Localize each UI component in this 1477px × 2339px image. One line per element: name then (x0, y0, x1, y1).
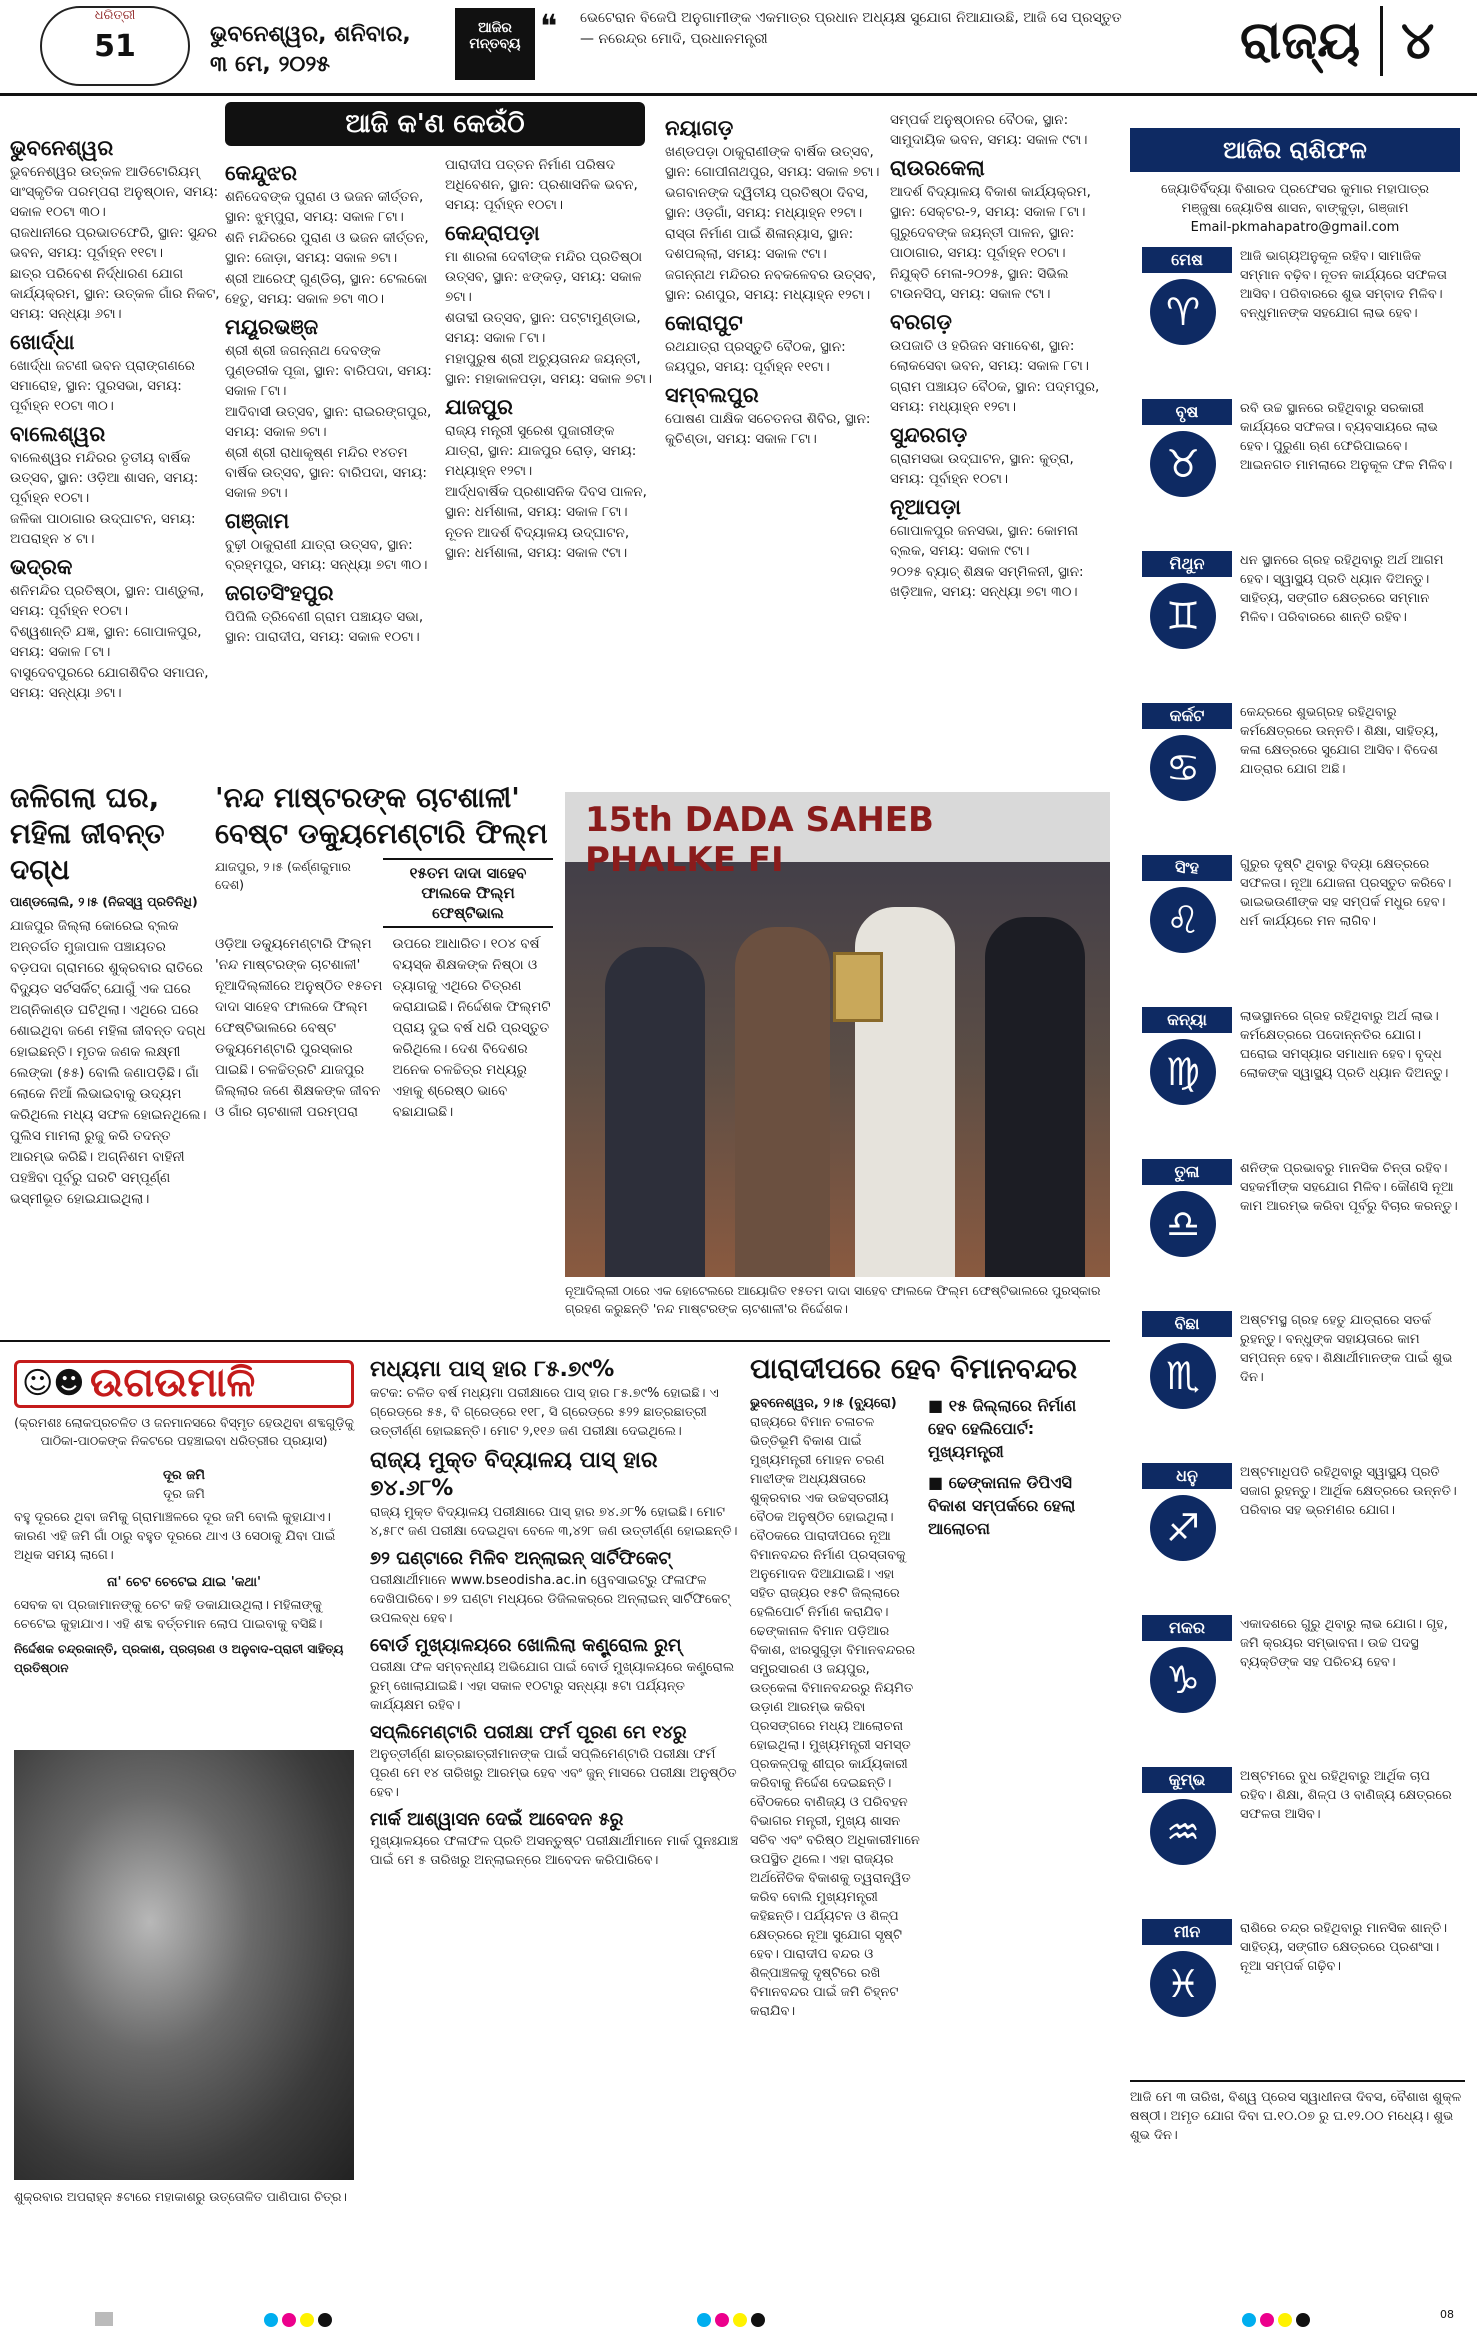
zodiac-icon: ♋ (1150, 735, 1216, 801)
event-item: ମହାପୁରୁଷ ଶ୍ରୀ ଅଚ୍ୟୁତାନନ୍ଦ ଜୟନ୍ତୀ, ସ୍ଥାନ: ମହାକାଳପଡ଼ା, ସମୟ: ସକାଳ ୭ଟା। (445, 351, 652, 387)
district-title: ନୟାଗଡ଼ (665, 116, 734, 140)
event-item: ଭଗବାନଙ୍କ ଦ୍ୱିତୀୟ ପ୍ରତିଷ୍ଠା ଦିବସ, ସ୍ଥାନ: ଓଡ଼ଗାଁ, ସମୟ: ମଧ୍ୟାହ୍ନ ୧୨ଟା। (665, 185, 869, 221)
photo-person (985, 917, 1085, 1277)
district-title: ଯାଜପୁର (445, 395, 513, 419)
event-item: ଶତାବ୍ଦୀ ଉତ୍ସବ, ସ୍ଥାନ: ପଟ୍ଟାମୁଣ୍ଡାଇ, ସମୟ: ସକାଳ ୮ଟା। (445, 310, 641, 346)
photo-person (605, 947, 705, 1277)
event-item: ବିଶ୍ୱଶାନ୍ତି ଯଜ୍ଞ, ସ୍ଥାନ: ଗୋପାଳପୁର, ସମୟ: ସକାଳ ୮ଟା। (10, 624, 202, 660)
rashi-name: ବୃଷ (1142, 399, 1232, 425)
airport-subhead-1: ■ ୧୫ ଜିଲ୍ଲାରେ ନିର୍ମାଣ ହେବ ହେଲିପୋର୍ଟ: ମୁଖ୍ୟମନ୍ତ୍ରୀ (928, 1396, 1077, 1461)
rashi-name: ମକର (1142, 1615, 1232, 1641)
airport-subheads (928, 1394, 1108, 2254)
event-item: ପୋଷଣ ପାକ୍ଷିକ ସଚେତନତା ଶିବିର, ସ୍ଥାନ: କୁଚିଣ୍ଡା, ସମୟ: ସକାଳ ୮ଟା। (665, 411, 871, 447)
award-photo (565, 792, 1110, 1277)
divider (0, 1340, 1110, 1342)
rashi-entry (1130, 397, 1465, 542)
exam-headline-6: ମାର୍କ ଆଶ୍ୱାସନ ଦେଇଁ ଆବେଦନ ୫ରୁ (370, 1809, 624, 1830)
exam-body-4: ପରୀକ୍ଷା ଫଳ ସମ୍ବନ୍ଧୀୟ ଅଭିଯୋଗ ପାଇଁ ବୋର୍ଡ ମୁଖ୍ୟାଳୟରେ କଣ୍ଟ୍ରୋଲ ରୁମ୍ ଖୋଲାଯାଇଛି। ଏହା ସକାଳ ୧୦ଟାରୁ ସନ୍ଧ୍ୟା ୫ଟା ପର୍ଯ୍ୟନ୍ତ କାର୍ଯ୍ୟକ୍ଷମ ରହିବ। (370, 1660, 735, 1713)
airport-column-left (750, 1394, 920, 2254)
fire-headline-1: ଜଳିଗଲା ଘର, (10, 781, 160, 814)
zodiac-icon: ♍ (1150, 1039, 1216, 1105)
events-column-4 (665, 110, 880, 750)
rashi-name: କୁମ୍ଭ (1142, 1767, 1232, 1793)
event-item: ଗୁରୁଦେବଙ୍କ ଜୟନ୍ତୀ ପାଳନ, ସ୍ଥାନ: ପାଠାଗାର, ସମୟ: ପୂର୍ବାହ୍ନ ୧୦ଟା। (890, 225, 1075, 261)
event-item: ଶ୍ରୀ ଶ୍ରୀ ରାଧାକୃଷ୍ଣ ମନ୍ଦିର ୧୪ତମ ବାର୍ଷିକ ଉତ୍ସବ, ସ୍ଥାନ: ବାରିପଦା, ସମୟ: ସକାଳ ୭ଟା। (225, 445, 427, 501)
district-title: ବାଲେଶ୍ୱର (10, 422, 106, 446)
page-number: ୪ (1380, 6, 1434, 76)
ugaumali-title: ଉଗଉମାଳି (90, 1360, 256, 1406)
event-item: ମା ଶାରଳା ଦେବୀଙ୍କ ମନ୍ଦିର ପ୍ରତିଷ୍ଠା ଉତ୍ସବ, ସ୍ଥାନ: ଝଙ୍କଡ଼, ସମୟ: ସକାଳ ୭ଟା। (445, 249, 643, 305)
event-item: ଆର୍ଦ୍ଧବାର୍ଷିକ ପ୍ରଶାସନିକ ଦିବସ ପାଳନ, ସ୍ଥାନ: ଧର୍ମଶାଳା, ସମୟ: ସକାଳ ୮ଟା। (445, 484, 647, 520)
rashi-text: ରାଶିରେ ଚନ୍ଦ୍ର ରହିଥିବାରୁ ମାନସିକ ଶାନ୍ତି। ସାହିତ୍ୟ, ସଙ୍ଗୀତ କ୍ଷେତ୍ରରେ ପ୍ରଶଂସା। ନୂଆ ସମ୍ପର୍କ ଗଢ଼ିବ। (1240, 1921, 1448, 1974)
rashi-entry (1130, 1613, 1465, 1758)
satellite-caption: ଶୁକ୍ରବାର ଅପରାହ୍ନ ୫ଟାରେ ମହାକାଶରୁ ଉତ୍ତୋଳିତ ପାଣିପାଗ ଚିତ୍ର। (14, 2189, 347, 2204)
airport-subhead-2: ■ ଢେଙ୍କାନାଳ ଡିପିଏସି ବିକାଶ ସମ୍ପର୍କରେ ହେଲା ଆଲୋଚନା (928, 1473, 1076, 1538)
exam-headline-2: ରାଜ୍ୟ ମୁକ୍ତ ବିଦ୍ୟାଳୟ ପାସ୍ ହାର ୭୪.୬୮% (370, 1448, 658, 1501)
film-headline-2: ବେଷ୍ଟ ଡକ୍ୟୁମେଣ୍ଟାରି ଫିଲ୍ମ (215, 817, 548, 850)
district-title: ଜଗତସିଂହପୁର (225, 581, 334, 605)
rashi-entry (1130, 853, 1465, 998)
zodiac-icon: ♑ (1150, 1647, 1216, 1713)
event-item: ପିପିଲି ତ୍ରିବେଣୀ ଗ୍ରାମ ପଞ୍ଚାୟତ ସଭା, ସ୍ଥାନ: ପାରାଦୀପ, ସମୟ: ସକାଳ ୧୦ଟା। (225, 609, 424, 645)
rashifal-credit-address: ମଞ୍ଜୁଷା ଜ୍ୟୋତିଷ ଶାସନ, ବାଙ୍କୁଡ଼ା, ଗଞ୍ଜାମ (1181, 201, 1409, 216)
masthead (0, 0, 1477, 96)
anniversary-logo (40, 6, 190, 86)
exam-headline-4: ବୋର୍ଡ ମୁଖ୍ୟାଳୟରେ ଖୋଲିଲା କଣ୍ଟ୍ରୋଲ ରୁମ୍ (370, 1635, 682, 1656)
registration-marks (1240, 2312, 1312, 2331)
rashi-text: ଧନ ସ୍ଥାନରେ ଗ୍ରହ ରହିଥିବାରୁ ଅର୍ଥ ଆଗମ ହେବ। ସ୍ୱାସ୍ଥ୍ୟ ପ୍ରତି ଧ୍ୟାନ ଦିଅନ୍ତୁ। ସାହିତ୍ୟ, ସଙ୍ଗୀତ କ୍ଷେତ୍ରରେ ସମ୍ମାନ ମିଳିବ। ପରିବାରରେ ଶାନ୍ତି ରହିବ। (1240, 553, 1444, 625)
rashifal-title: ଆଜିର ରାଶିଫଳ (1130, 128, 1460, 172)
district-title: ନୂଆପଡ଼ା (890, 495, 961, 519)
rashi-name: ମିଥୁନ (1142, 551, 1232, 577)
event-item: ଖୋର୍ଦ୍ଧା ଜଟଣୀ ଭବନ ପ୍ରାଙ୍ଗଣରେ ସମାରୋହ, ସ୍ଥାନ: ପୁରସଭା, ସମୟ: ପୂର୍ବାହ୍ନ ୧୦ଟା ୩୦। (10, 358, 195, 414)
page-section-name: ରାଜ୍ୟ (1240, 11, 1361, 71)
events-column-2 (225, 155, 435, 750)
rashi-entry (1130, 1461, 1465, 1606)
fire-headline-2: ମହିଳା ଜୀବନ୍ତ ଦଗ୍ଧ (10, 817, 165, 886)
film-story (215, 780, 560, 1334)
events-column-5 (890, 110, 1105, 750)
ugaumali-content (14, 1466, 354, 1678)
event-item: ଉପଜାତି ଓ ହରିଜନ ସମାବେଶ, ସ୍ଥାନ: ଲୋକସେବା ଭବନ, ସମୟ: ସକାଳ ୮ଟା। (890, 338, 1089, 374)
event-item: ବାସୁଦେବପୁରରେ ଯୋଗଶିବିର ସମାପନ, ସମୟ: ସନ୍ଧ୍ୟା ୬ଟା। (10, 665, 209, 701)
rashi-text: କେନ୍ଦ୍ରରେ ଶୁଭଗ୍ରହ ରହିଥିବାରୁ କର୍ମକ୍ଷେତ୍ରରେ ଉନ୍ନତି। ଶିକ୍ଷା, ସାହିତ୍ୟ, କଳା କ୍ଷେତ୍ରରେ ସୁଯୋଗ ଆସିବ। ବିଦେଶ ଯାତ୍ରାର ଯୋଗ ଅଛି। (1240, 705, 1439, 777)
event-item: ନୂତନ ଆଦର୍ଶ ବିଦ୍ୟାଳୟ ଉଦ୍‌ଘାଟନ, ସ୍ଥାନ: ଧର୍ମଶାଳା, ସମୟ: ସକାଳ ୯ଟା। (445, 525, 630, 561)
zodiac-icon: ♌ (1150, 887, 1216, 953)
fire-story (10, 780, 210, 1401)
quote-mark-icon: ❝ (540, 7, 558, 45)
district-title: ଗଞ୍ଜାମ (225, 509, 290, 533)
registration-marks (695, 2312, 767, 2331)
zodiac-icon: ♏ (1150, 1343, 1216, 1409)
event-item: ପାରାଦୀପ ପତ୍ତନ ନିର୍ମାଣ ପରିଷଦ ଅଧିବେଶନ, ସ୍ଥାନ: ପ୍ରଶାସନିକ ଭବନ, ସମୟ: ପୂର୍ବାହ୍ନ ୧୦ଟା। (445, 157, 638, 213)
quote-label: ଆଜିର ମନ୍ତବ୍ୟ (455, 8, 535, 80)
rashifal-credit-astrologer: ଜ୍ୟୋତିର୍ବିଦ୍ୟା ବିଶାରଦ ପ୍ରଫେସର କୁମାର ମହାପାତ୍ର (1161, 182, 1429, 197)
district-title: କେନ୍ଦୁଝର (225, 161, 298, 185)
zodiac-icon: ♎ (1150, 1191, 1216, 1257)
event-item: ଗ୍ରାମସଭା ଉଦ୍‌ଘାଟନ, ସ୍ଥାନ: କୁତ୍ରା, ସମୟ: ପୂର୍ବାହ୍ନ ୧୦ଟା। (890, 451, 1074, 487)
panjika: ଆଜି ମେ ୩ ତାରିଖ, ବିଶ୍ୱ ପ୍ରେସ ସ୍ୱାଧୀନତା ଦିବସ, ବୈଶାଖ ଶୁକ୍ଳ ଷଷ୍ଠୀ। ଅମୃତ ଯୋଗ ଦିବା ଘ.୧୦.୦୭ ରୁ ଘ.୧୨.୦୦ ମଧ୍ୟେ। ଶୁଭ ଶୁଭ ଦିନ। (1130, 2080, 1465, 2145)
zodiac-icon: ♓ (1150, 1951, 1216, 2017)
event-item: ଗ୍ରାମ ପଞ୍ଚାୟତ ବୈଠକ, ସ୍ଥାନ: ପଦ୍ମପୁର, ସମୟ: ମଧ୍ୟାହ୍ନ ୧୨ଟା। (890, 379, 1100, 415)
rashi-entry (1130, 701, 1465, 846)
airport-story (750, 1350, 1110, 2290)
event-item: ନିଯୁକ୍ତି ମେଳା-୨୦୨୫, ସ୍ଥାନ: ସିଭିଲ ଟାଉନସିପ୍, ସମୟ: ସକାଳ ୯ଟା। (890, 266, 1069, 302)
rashi-entry (1130, 549, 1465, 694)
rashi-name: ମୀନ (1142, 1919, 1232, 1945)
zodiac-icon: ♉ (1150, 431, 1216, 497)
airport-body: ରାଜ୍ୟରେ ବିମାନ ଚଳାଚଳ ଭିତ୍ତିଭୂମି ବିକାଶ ପାଇଁ ମୁଖ୍ୟମନ୍ତ୍ରୀ ମୋହନ ଚରଣ ମାଝୀଙ୍କ ଅଧ୍ୟକ୍ଷତାରେ ଶୁକ୍ରବାର ଏକ ଉଚ୍ଚସ୍ତରୀୟ ବୈଠକ ଅନୁଷ୍ଠିତ ହୋଇଥିଲା। ବୈଠକରେ ପାରାଦୀପରେ ନୂଆ ବିମାନବନ୍ଦର ନିର୍ମାଣ ପ୍ରସ୍ତାବକୁ ଅନୁମୋଦନ ଦିଆଯାଇଛି। ଏହା ସହିତ ରାଜ୍ୟର ୧୫ଟି ଜିଲ୍ଲାରେ ହେଲିପୋର୍ଟ ନିର୍ମାଣ କରାଯିବ। ଢେଙ୍କାନାଳ ବିମାନ ପଡ଼ିଆର ବିକାଶ, ଝାରସୁଗୁଡ଼ା ବିମାନବନ୍ଦରର ସମ୍ପ୍ରସାରଣ ଓ ଜୟପୁର, ଉତ୍କେଳା ବିମାନବନ୍ଦରରୁ ନିୟମିତ ଉଡ଼ାଣ ଆରମ୍ଭ କରିବା ପ୍ରସଙ୍ଗରେ ମଧ୍ୟ ଆଲୋଚନା ହୋଇଥିଲା। ମୁଖ୍ୟମନ୍ତ୍ରୀ ସମସ୍ତ ପ୍ରକଳ୍ପକୁ ଶୀଘ୍ର କାର୍ଯ୍ୟକାରୀ କରିବାକୁ ନିର୍ଦ୍ଦେଶ ଦେଇଛନ୍ତି। ବୈଠକରେ ବାଣିଜ୍ୟ ଓ ପରିବହନ ବିଭାଗର ମନ୍ତ୍ରୀ, ମୁଖ୍ୟ ଶାସନ ସଚିବ ଏବଂ ବରିଷ୍ଠ ଅଧିକାରୀମାନେ ଉପସ୍ଥିତ ଥିଲେ। ଏହା ରାଜ୍ୟର ଅର୍ଥନୈତିକ ବିକାଶକୁ ତ୍ୱରାନ୍ୱିତ କରିବ ବୋଲି ମୁଖ୍ୟମନ୍ତ୍ରୀ କହିଛନ୍ତି। ପର୍ଯ୍ୟଟନ ଓ ଶିଳ୍ପ କ୍ଷେତ୍ରରେ ନୂଆ ସୁଯୋଗ ସୃଷ୍ଟି ହେବ। ପାରାଦୀପ ବନ୍ଦର ଓ ଶିଳ୍ପାଞ୍ଚଳକୁ ଦୃଷ୍ଟିରେ ରଖି ବିମାନବନ୍ଦର ପାଇଁ ଜମି ଚିହ୍ନଟ କରାଯିବ। (750, 1415, 920, 2019)
district-title: ଖୋର୍ଦ୍ଧା (10, 330, 75, 354)
rashi-name: ତୁଳା (1142, 1159, 1232, 1185)
film-dateline: ଯାଜପୁର, ୨।୫ (କର୍ଣ୍ଣକୁମାର ଦେଶ) (215, 859, 351, 892)
rashi-name: କର୍କଟ (1142, 703, 1232, 729)
exam-headline-3: ୭୨ ଘଣ୍ଟାରେ ମିଳିବ ଅନ୍‌ଲାଇନ୍ ସାର୍ଟିଫିକେଟ୍ (370, 1548, 671, 1569)
event-item: ରାସ୍ତା ନିର୍ମାଣ ପାଇଁ ଶିଳାନ୍ୟାସ, ସ୍ଥାନ: ଦଶପଲ୍ଲା, ସମୟ: ସକାଳ ୯ଟା। (665, 226, 854, 262)
rashi-entry (1130, 245, 1465, 390)
cartoon-faces-icon: ☺☻ (22, 1366, 85, 1401)
rashi-name: ଧନୁ (1142, 1463, 1232, 1489)
exam-results-story (370, 1350, 740, 2290)
rashi-text: ଲାଭସ୍ଥାନରେ ଗ୍ରହ ରହିଥିବାରୁ ଅର୍ଥ ଲାଭ। କର୍ମକ୍ଷେତ୍ରରେ ପଦୋନ୍ନତିର ଯୋଗ। ଘରୋଇ ସମସ୍ୟାର ସମାଧାନ ହେବ। ବୃଦ୍ଧ ଲୋକଙ୍କ ସ୍ୱାସ୍ଥ୍ୟ ପ୍ରତି ଧ୍ୟାନ ଦିଅନ୍ତୁ। (1240, 1009, 1449, 1081)
zodiac-icon: ♐ (1150, 1495, 1216, 1561)
rashi-entry (1130, 1157, 1465, 1302)
logo-number: 51 (94, 29, 136, 64)
event-item: ଆଦିବାସୀ ଉତ୍ସବ, ସ୍ଥାନ: ରାଇରଙ୍ଗପୁର, ସମୟ: ସକାଳ ୭ଟା। (225, 404, 432, 440)
events-column-3 (445, 155, 655, 750)
rashi-entry (1130, 1917, 1465, 2062)
footer (0, 2300, 1477, 2339)
ugaumali-subtitle: (କ୍ରମଶଃ ଲୋକପ୍ରଚଳିତ ଓ ଜନମାନସରେ ବିସ୍ମୃତ ହେଉଥିବା ଶବ୍ଦଗୁଡ଼ିକୁ ପାଠିକା-ପାଠକଙ୍କ ନିକଟରେ ପହଞ୍ଚାଇବା ଧରିତ୍ରୀର ପ୍ରୟାସ) (14, 1415, 354, 1448)
district-title: ଭୁବନେଶ୍ୱର (10, 136, 114, 160)
rashifal-credit (1130, 180, 1460, 237)
exam-body-1: କଟକ: ଚଳିତ ବର୍ଷ ମଧ୍ୟମା ପରୀକ୍ଷାରେ ପାସ୍ ହାର ୮୫.୭୯% ହୋଇଛି। ଏ ଗ୍ରେଡ୍‌ରେ ୫୫, ବି ଗ୍ରେଡ୍‌ରେ ୧୧୮, ସି ଗ୍ରେଡ୍‌ରେ ୫୨୨ ଛାତ୍ରଛାତ୍ରୀ ଉତ୍ତୀର୍ଣ୍ଣ ହୋଇଛନ୍ତି। ମୋଟ ୨,୧୧୬ ଜଣ ପରୀକ୍ଷା ଦେଇଥିଲେ। (370, 1386, 719, 1439)
exam-headline-1: ମଧ୍ୟମା ପାସ୍ ହାର ୮୫.୭୯% (370, 1357, 615, 1382)
exam-body-2: ରାଜ୍ୟ ମୁକ୍ତ ବିଦ୍ୟାଳୟ ପରୀକ୍ଷାରେ ପାସ୍ ହାର ୭୪.୬୮% ହୋଇଛି। ମୋଟ ୪,୫୮୯ ଜଣ ପରୀକ୍ଷା ଦେଇଥିବା ବେଳେ ୩,୪୨୮ ଜଣ ଉତ୍ତୀର୍ଣ୍ଣ ହୋଇଛନ୍ତି। (370, 1505, 738, 1539)
event-item: ଭୁବନେଶ୍ୱର ଉତ୍କଳ ଆଡିଟୋରିୟମ୍ ସାଂସ୍କୃତିକ ପରମ୍ପରା ଅନୁଷ୍ଠାନ, ସମୟ: ସକାଳ ୧୦ଟା ୩୦। (10, 164, 219, 220)
dateline-date: ୩ ମେ, ୨୦୨୫ (210, 52, 331, 77)
district-title: କେନ୍ଦ୍ରାପଡ଼ା (445, 221, 540, 245)
rashi-name: ମେଷ (1142, 247, 1232, 273)
rashi-entry (1130, 1005, 1465, 1150)
zodiac-icon: ♒ (1150, 1799, 1216, 1865)
event-item: ଶନି ମନ୍ଦିରରେ ପୁରାଣ ଓ ଭଜନ କୀର୍ତ୍ତନ, ସ୍ଥାନ: ଜୋଡ଼ା, ସମୟ: ସକାଳ ୭ଟା। (225, 230, 429, 266)
ugaumali-body-1: ବହୁ ଦୂରରେ ଥିବା ଜମିକୁ ଗ୍ରାମାଞ୍ଚଳରେ ଦୂର ଜମି ବୋଲି କୁହାଯାଏ। କାରଣ ଏହି ଜମି ଗାଁ ଠାରୁ ବହୁତ ଦୂରରେ ଥାଏ ଓ ସେଠାକୁ ଯିବା ପାଇଁ ଅଧିକ ସମୟ ଲାଗେ। (14, 1510, 336, 1563)
registration-marks (262, 2312, 334, 2331)
event-item: ଜଳିକା ପାଠାଗାର ଉଦ୍‌ଘାଟନ, ସମୟ: ଅପରାହ୍ନ ୪ ଟା। (10, 511, 196, 547)
events-banner: ଆଜି କ'ଣ କେଉଁଠି (225, 102, 645, 146)
event-item: ଶନିଦେବଙ୍କ ପୁରାଣ ଓ ଭଜନ କୀର୍ତ୍ତନ, ସ୍ଥାନ: ଝୁମ୍ପୁରା, ସମୟ: ସକାଳ ୮ଟା। (225, 189, 424, 225)
photo-caption: ନୂଆଦିଲ୍ଲୀ ଠାରେ ଏକ ହୋଟେଲରେ ଆୟୋଜିତ ୧୫ତମ ଦାଦା ସାହେବ ଫାଲକେ ଫିଲ୍ମ ଫେଷ୍ଟିଭାଲରେ ପୁରସ୍କାର ଗ୍ରହଣ କରୁଛନ୍ତି 'ନନ୍ଦ ମାଷ୍ଟରଙ୍କ ଚାଟଶାଳୀ'ର ନିର୍ଦ୍ଦେଶକ। (565, 1283, 1101, 1316)
photo-banner-text: 15th DADA SAHEB PHALKE FI (565, 792, 1110, 862)
ugaumali-credit: ନିର୍ଦ୍ଦେଶକ ଚନ୍ଦ୍ରକାନ୍ତି, ପ୍ରକାଶ, ପ୍ରଚାରଣ ଓ ଅନୁବାଦ-ପ୍ରାଚୀ ସାହିତ୍ୟ ପ୍ରତିଷ୍ଠାନ (14, 1642, 344, 1675)
logo-brand: ଧରିତ୍ରୀ (94, 8, 136, 23)
rashi-text: ଶନିଙ୍କ ପ୍ରଭାବରୁ ମାନସିକ ଚିନ୍ତା ରହିବ। ସହକର୍ମୀଙ୍କ ସହଯୋଗ ମିଳିବ। କୌଣସି ନୂଆ କାମ ଆରମ୍ଭ କରିବା ପୂର୍ବରୁ ବିଚାର କରନ୍ତୁ। (1240, 1161, 1458, 1214)
airport-headline: ପାରାଦୀପରେ ହେବ ବିମାନବନ୍ଦର (750, 1352, 1078, 1385)
page-code: 08 (1440, 2308, 1454, 2321)
rashi-entry (1130, 1309, 1465, 1454)
rashi-name: କନ୍ୟା (1142, 1007, 1232, 1033)
event-item: ୨୦୨୫ ବ୍ୟାଚ୍ ଶିକ୍ଷକ ସମ୍ମିଳନୀ, ସ୍ଥାନ: ଖଡ଼ିଆଳ, ସମୟ: ସନ୍ଧ୍ୟା ୭ଟା ୩୦। (890, 564, 1084, 600)
quote-text: ଭେଟେରାନ ବିଜେପି ଅନୁଗାମୀଙ୍କ ଏକମାତ୍ର ପ୍ରଧାନ ଅଧ୍ୟକ୍ଷ ସୁଯୋଗ ନିଆଯାଉଛି, ଆଜି ସେ ପ୍ରସ୍ତୁତ — ନରେନ୍ଦ୍ର ମୋଦି, ପ୍ରଧାନମନ୍ତ୍ରୀ (580, 10, 1122, 47)
exam-body-3: ପରୀକ୍ଷାର୍ଥୀମାନେ www.bseodisha.ac.in ୱେବସାଇଟ୍‌ରୁ ଫଳାଫଳ ଦେଖିପାରିବେ। ୭୨ ଘଣ୍ଟା ମଧ୍ୟରେ ଡିଜିଲକର୍‌ରେ ଅନ୍‌ଲାଇନ୍ ସାର୍ଟିଫିକେଟ୍ ଉପଲବ୍ଧ ହେବ। (370, 1573, 731, 1626)
film-subhead: ୧୫ତମ ଦାଦା ସାହେବ ଫାଲକେ ଫିଲ୍ମ ଫେଷ୍ଟିଭାଲ (383, 858, 553, 928)
color-bar (95, 2312, 113, 2326)
event-item: ଖଣ୍ଡପଡ଼ା ଠାକୁରାଣୀଙ୍କ ବାର୍ଷିକ ଉତ୍ସବ, ସ୍ଥାନ: ଗୋପୀନାଥପୁର, ସମୟ: ସକାଳ ୭ଟା। (665, 144, 880, 180)
event-item: ରାଜ୍ୟ ମନ୍ତ୍ରୀ ସୁରେଶ ପୁଜାରୀଙ୍କ ଯାତ୍ରା, ସ୍ଥାନ: ଯାଜପୁର ରୋଡ଼, ସମୟ: ମଧ୍ୟାହ୍ନ ୧୨ଟା। (445, 423, 637, 479)
event-item: ବାଲେଶ୍ୱର ମନ୍ଦିରର ତୃତୀୟ ବାର୍ଷିକ ଉତ୍ସବ, ସ୍ଥାନ: ଓଡ଼ିଆ ଶାସନ, ସମୟ: ପୂର୍ବାହ୍ନ ୧୦ଟା। (10, 450, 199, 506)
zodiac-icon: ♊ (1150, 583, 1216, 649)
rashi-text: ଅଷ୍ଟମାଧିପତି ରହିଥିବାରୁ ସ୍ୱାସ୍ଥ୍ୟ ପ୍ରତି ସଜାଗ ରୁହନ୍ତୁ। ଆର୍ଥିକ କ୍ଷେତ୍ରରେ ଉନ୍ନତି। ପରିବାର ସହ ଭ୍ରମଣର ଯୋଗ। (1240, 1465, 1457, 1518)
rashifal-credit-email: Email-pkmahapatro@gmail.com (1190, 220, 1400, 235)
event-item: ଛାତ୍ର ପରିବେଶ ନିର୍ଦ୍ଧାରଣ ଯୋଗ କାର୍ଯ୍ୟକ୍ରମ, ସ୍ଥାନ: ଉତ୍କଳ ଗାଁର ନିକଟ, ସମୟ: ସନ୍ଧ୍ୟା ୬ଟା। (10, 266, 220, 322)
ugaumali-body-2: ସେବକ ବା ପ୍ରଜାମାନଙ୍କୁ ଚେଟ କହି ଡକାଯାଉଥିଲା। ମହିଳାଙ୍କୁ ଚେଟେଇ କୁହାଯାଏ। ଏହି ଶବ୍ଦ ବର୍ତ୍ତମାନ ଲୋପ ପାଇବାକୁ ବସିଛି। (14, 1598, 323, 1632)
rashi-text: ଗୁରୁର ଦୃଷ୍ଟି ଥିବାରୁ ବିଦ୍ୟା କ୍ଷେତ୍ରରେ ସଫଳତା। ନୂଆ ଯୋଜନା ପ୍ରସ୍ତୁତ କରିବେ। ଭାଇଭଉଣୀଙ୍କ ସହ ସମ୍ପର୍କ ମଧୁର ହେବ। ଧର୍ମ କାର୍ଯ୍ୟରେ ମନ ଲାଗିବ। (1240, 857, 1452, 929)
event-item: ରାଜଧାନୀରେ ପ୍ରଭାତଫେରି, ସ୍ଥାନ: ସୁନ୍ଦର ଭବନ, ସମୟ: ପୂର୍ବାହ୍ନ ୧୧ଟା। (10, 225, 218, 261)
exam-body-6: ମୁଖ୍ୟାଳୟରେ ଫଳାଫଳ ପ୍ରତି ଅସନ୍ତୁଷ୍ଟ ପରୀକ୍ଷାର୍ଥୀମାନେ ମାର୍କ ପୁନଃଯାଞ୍ଚ ପାଇଁ ମେ ୫ ତାରିଖରୁ ଅନ୍‌ଲାଇନ୍‌ରେ ଆବେଦନ କରିପାରିବେ। (370, 1834, 739, 1868)
event-item: ଗୋପାଳପୁର ଜନସଭା, ସ୍ଥାନ: କୋମନା ବ୍ଲକ, ସମୟ: ସକାଳ ୯ଟା। (890, 523, 1079, 559)
ugaumali-term-1-sub: ଦୂର ଜମି (163, 1487, 205, 1502)
dateline-city: ଭୁବନେଶ୍ୱର, ଶନିବାର, (210, 22, 411, 47)
event-item: ବୁଢ଼ୀ ଠାକୁରାଣୀ ଯାତ୍ରା ଉତ୍ସବ, ସ୍ଥାନ: ବ୍ରହ୍ମପୁର, ସମୟ: ସନ୍ଧ୍ୟା ୭ଟା ୩୦। (225, 537, 428, 573)
event-item: ଶ୍ରୀ ଶ୍ରୀ ଜଗନ୍ନାଥ ଦେବଙ୍କ ପୁଣ୍ଡରୀକ ପୂଜା, ସ୍ଥାନ: ବାରିପଦା, ସମୟ: ସକାଳ ୮ଟା। (225, 343, 432, 399)
exam-headline-5: ସପ୍ଲିମେଣ୍ଟାରି ପରୀକ୍ଷା ଫର୍ମ ପୂରଣ ମେ ୧୪ରୁ (370, 1722, 687, 1743)
award-plaque-icon (833, 952, 883, 1022)
film-headline-1: 'ନନ୍ଦ ମାଷ୍ଟରଙ୍କ ଚାଟଶାଳୀ' (215, 781, 520, 814)
district-title: ଭଦ୍ରକ (10, 555, 73, 579)
rashi-name: ସିଂହ (1142, 855, 1232, 881)
rashi-text: ଅଷ୍ଟମରେ ବୁଧ ରହିଥିବାରୁ ଆର୍ଥିକ ଚାପ ରହିବ। ଶିକ୍ଷା, ଶିଳ୍ପ ଓ ବାଣିଜ୍ୟ କ୍ଷେତ୍ରରେ ସଫଳତା ଆସିବ। (1240, 1769, 1452, 1822)
zodiac-icon: ♈ (1150, 279, 1216, 345)
event-item: ଶ୍ରୀ ଆରେଫ୍ ଗୁଣ୍ଡିଚା, ସ୍ଥାନ: ଟେଲକୋ ହେତୁ, ସମୟ: ସକାଳ ୭ଟା ୩୦। (225, 271, 428, 307)
rashi-name: ବିଛା (1142, 1311, 1232, 1337)
airport-dateline: ଭୁବନେଶ୍ୱର, ୨।୫ (ବ୍ୟୁରୋ) (750, 1396, 897, 1411)
district-title: ସମ୍ବଲପୁର (665, 383, 759, 407)
photo-person (735, 927, 830, 1277)
rashi-text: ଅଷ୍ଟମସ୍ଥ ଗ୍ରହ ହେତୁ ଯାତ୍ରାରେ ସତର୍କ ରୁହନ୍ତୁ। ବନ୍ଧୁଙ୍କ ସହାୟତାରେ କାମ ସମ୍ପନ୍ନ ହେବ। ଶିକ୍ଷାର୍ଥୀମାନଙ୍କ ପାଇଁ ଶୁଭ ଦିନ। (1240, 1313, 1453, 1385)
rashi-text: ଆଜି ଭାଗ୍ୟଅନୁକୂଳ ରହିବ। ସାମାଜିକ ସମ୍ମାନ ବଢ଼ିବ। ନୂତନ କାର୍ଯ୍ୟରେ ସଫଳତା ଆସିବ। ପରିବାରରେ ଶୁଭ ସମ୍ବାଦ ମିଳିବ। ବନ୍ଧୁମାନଙ୍କ ସହଯୋଗ ଲାଭ ହେବ। (1240, 249, 1447, 321)
film-body: ଓଡ଼ିଆ ଡକ୍ୟୁମେଣ୍ଟାରି ଫିଲ୍ମ 'ନନ୍ଦ ମାଷ୍ଟରଙ୍କ ଚାଟଶାଳୀ' ନୂଆଦିଲ୍ଲୀରେ ଅନୁଷ୍ଠିତ ୧୫ତମ ଦାଦା ସାହେବ ଫାଲକେ ଫିଲ୍ମ ଫେଷ୍ଟିଭାଲରେ ବେଷ୍ଟ ଡକ୍ୟୁମେଣ୍ଟାରି ପୁରସ୍କାର ପାଇଛି। ଚଳଚ୍ଚିତ୍ରଟି ଯାଜପୁର ଜିଲ୍ଲାର ଜଣେ ଶିକ୍ଷକଙ୍କ ଜୀବନ ଓ ଗାଁର ଚାଟଶାଳୀ ପରମ୍ପରା ଉପରେ ଆଧାରିତ। ୧୦୪ ବର୍ଷ ବୟସ୍କ ଶିକ୍ଷକଙ୍କ ନିଷ୍ଠା ଓ ତ୍ୟାଗକୁ ଏଥିରେ ଚିତ୍ରଣ କରାଯାଇଛି। ନିର୍ଦ୍ଦେଶକ ଫିଲ୍ମଟି ପ୍ରାୟ ଦୁଇ ବର୍ଷ ଧରି ପ୍ରସ୍ତୁତ କରିଥିଲେ। ଦେଶ ବିଦେଶର ଅନେକ ଚଳଚ୍ଚିତ୍ର ମଧ୍ୟରୁ ଏହାକୁ ଶ୍ରେଷ୍ଠ ଭାବେ ବଛାଯାଇଛି। (215, 936, 551, 1120)
fire-body: ଯାଜପୁର ଜିଲ୍ଲା କୋରେଇ ବ୍ଲକ ଅନ୍ତର୍ଗତ ମୁଜାପାଳ ପଞ୍ଚାୟତର ବଡ଼ପଦା ଗ୍ରାମରେ ଶୁକ୍ରବାର ରାତିରେ ବିଦ୍ୟୁତ ସର୍ଟସର୍କିଟ୍ ଯୋଗୁଁ ଏକ ଘରେ ଅଗ୍ନିକାଣ୍ଡ ଘଟିଥିଲା। ଏଥିରେ ଘରେ ଶୋଇଥିବା ଜଣେ ମହିଳା ଜୀବନ୍ତ ଦଗ୍ଧ ହୋଇଛନ୍ତି। ମୃତକ ଜଣକ ଲକ୍ଷ୍ମୀ ଲେଙ୍କା (୫୫) ବୋଲି ଜଣାପଡ଼ିଛି। ଗାଁ ଲୋକେ ନିଆଁ ଲିଭାଇବାକୁ ଉଦ୍ୟମ କରିଥିଲେ ମଧ୍ୟ ସଫଳ ହୋଇନଥିଲେ। ପୁଲିସ ମାମଲା ରୁଜୁ କରି ତଦନ୍ତ ଆରମ୍ଭ କରିଛି। ଅଗ୍ନିଶମ ବାହିନୀ ପହଞ୍ଚିବା ପୂର୍ବରୁ ଘରଟି ସମ୍ପୂର୍ଣ୍ଣ ଭସ୍ମୀଭୂତ ହୋଇଯାଇଥିଲା। (10, 918, 207, 1207)
rashi-text: ଏକାଦଶରେ ଗୁରୁ ଥିବାରୁ ଲାଭ ଯୋଗ। ଗୃହ, ଜମି କ୍ରୟର ସମ୍ଭାବନା। ଉଚ୍ଚ ପଦସ୍ଥ ବ୍ୟକ୍ତିଙ୍କ ସହ ପରିଚୟ ହେବ। (1240, 1617, 1448, 1670)
event-item: ଆଦର୍ଶ ବିଦ୍ୟାଳୟ ବିକାଶ କାର୍ଯ୍ୟକ୍ରମ, ସ୍ଥାନ: ସେକ୍ଟର-୨, ସମୟ: ସକାଳ ୮ଟା। (890, 184, 1091, 220)
event-item: ସମ୍ପର୍କ ଅନୁଷ୍ଠାନର ବୈଠକ, ସ୍ଥାନ: ସାମୁଦାୟିକ ଭବନ, ସମୟ: ସକାଳ ୯ଟା। (890, 112, 1088, 148)
dateline (210, 20, 411, 80)
district-title: ମୟୂରଭଞ୍ଜ (225, 315, 319, 339)
events-column-1 (10, 130, 220, 750)
district-title: କୋରାପୁଟ (665, 311, 743, 335)
event-item: ରଥଯାତ୍ରା ପ୍ରସ୍ତୁତି ବୈଠକ, ସ୍ଥାନ: ଜୟପୁର, ସମୟ: ପୂର୍ବାହ୍ନ ୧୧ଟା। (665, 339, 846, 375)
event-item: ଜଗନ୍ନାଥ ମନ୍ଦିରର ନବକଳେବର ଉତ୍ସବ, ସ୍ଥାନ: ରଣପୁର, ସମୟ: ମଧ୍ୟାହ୍ନ ୧୨ଟା। (665, 267, 877, 303)
district-title: ବରଗଡ଼ (890, 310, 952, 334)
rashi-entry (1130, 1765, 1465, 1910)
event-item: ଶନିମନ୍ଦିର ପ୍ରତିଷ୍ଠା, ସ୍ଥାନ: ପାଣ୍ଡୁଲା, ସମୟ: ପୂର୍ବାହ୍ନ ୧୦ଟା। (10, 583, 205, 619)
fire-dateline: ପାଣ୍ଡଲୋଲି, ୨।୫ (ନିଜସ୍ୱ ପ୍ରତିନିଧି) (10, 894, 198, 909)
district-title: ସୁନ୍ଦରଗଡ଼ (890, 423, 968, 447)
ugaumali-term-1: ଦୂର ଜମି (162, 1468, 206, 1483)
district-title: ରାଉରକେଲା (890, 156, 985, 180)
rashi-text: ରବି ଉଚ୍ଚ ସ୍ଥାନରେ ରହିଥିବାରୁ ସରକାରୀ କାର୍ଯ୍ୟରେ ସଫଳତା। ବ୍ୟବସାୟରେ ଲାଭ ହେବ। ପୁରୁଣା ଋଣ ଫେରିପାଇବେ। ଆଇନଗତ ମାମଲାରେ ଅନୁକୂଳ ଫଳ ମିଳିବ। (1240, 401, 1453, 473)
exam-body-5: ଅନୁତ୍ତୀର୍ଣ୍ଣ ଛାତ୍ରଛାତ୍ରୀମାନଙ୍କ ପାଇଁ ସପ୍ଲିମେଣ୍ଟାରି ପରୀକ୍ଷା ଫର୍ମ ପୂରଣ ମେ ୧୪ ତାରିଖରୁ ଆରମ୍ଭ ହେବ ଏବଂ ଜୁନ୍ ମାସରେ ପରୀକ୍ଷା ଅନୁଷ୍ଠିତ ହେବ। (370, 1747, 737, 1800)
satellite-weather-image (14, 1750, 354, 2180)
ugaumali-term-2: ନା' ଚେଟ ଚେଟେଇ ଯାଇ 'କଥା' (107, 1575, 261, 1590)
